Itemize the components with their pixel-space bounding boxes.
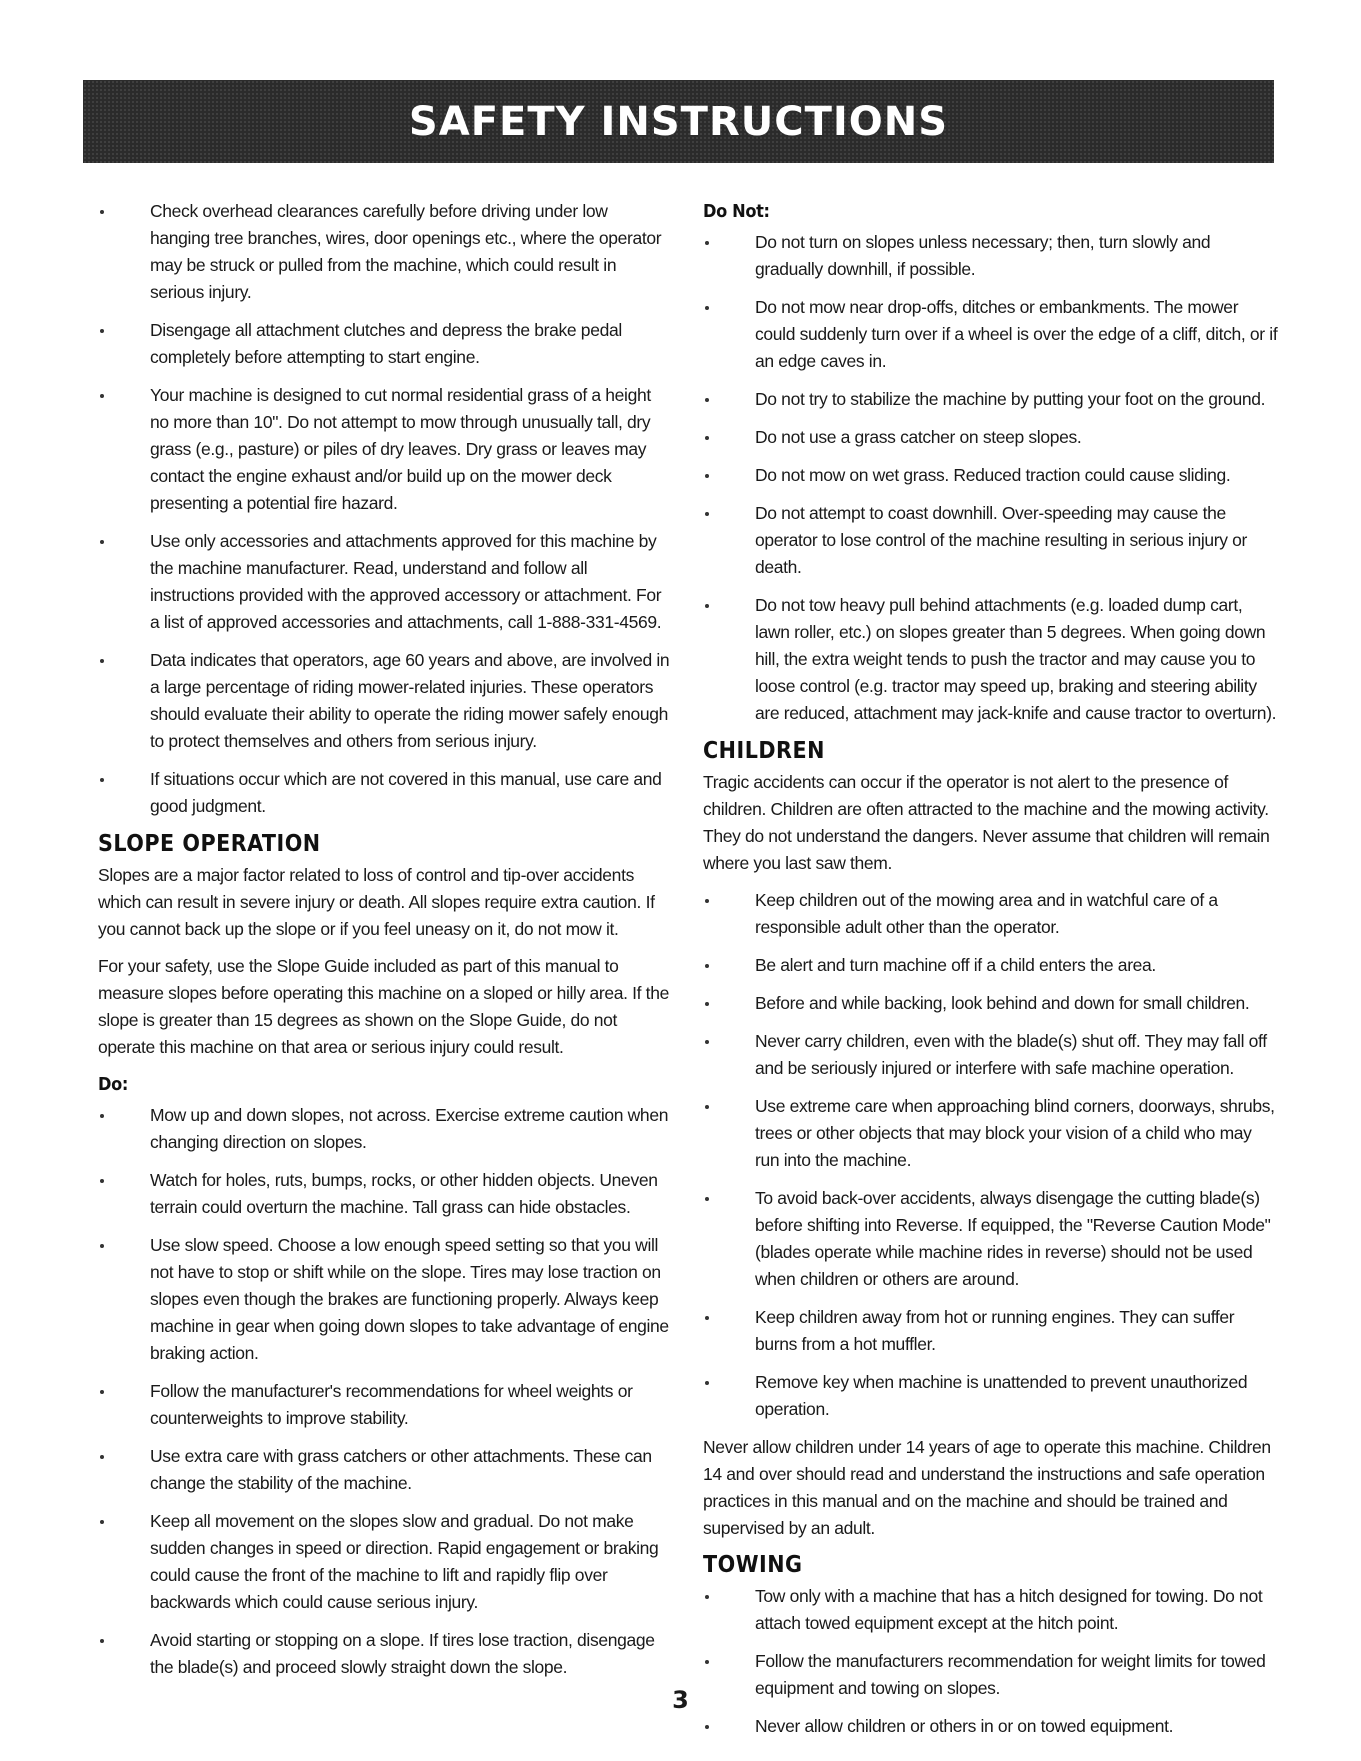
do-not-bullet-list	[703, 229, 1279, 727]
slope-operation-heading: SLOPE OPERATION	[98, 831, 321, 857]
bullet-icon	[705, 1595, 709, 1599]
left-column	[98, 198, 670, 1692]
list-item: Follow the manufacturer's recommendations for wheel weights or counterweights to improve stability.	[98, 1378, 670, 1432]
bullet-icon	[100, 1639, 104, 1643]
list-item: Avoid starting or stopping on a slope. If tires lose traction, disengage the blade(s) and proceed slowly straight down the slope.	[98, 1627, 670, 1681]
bullet-icon	[705, 306, 709, 310]
bullet-icon	[100, 540, 104, 544]
bullet-icon	[705, 241, 709, 245]
bullet-icon	[705, 899, 709, 903]
bullet-icon	[705, 604, 709, 608]
right-column	[703, 198, 1279, 1751]
slope-paragraph: Slopes are a major factor related to loss of control and tip-over accidents which can result in severe injury or death. All slopes require extra caution. If you cannot back up the slope or if you feel uneasy on it, do not mow it.	[98, 865, 655, 939]
list-item: To avoid back-over accidents, always disengage the cutting blade(s) before shifting into Reverse. If equipped, the "Reverse Caution Mode" (blades operate while machine rides in reverse) should not be used when children or others are around.	[703, 1185, 1279, 1293]
children-bullet-list	[703, 887, 1279, 1423]
towing-heading: TOWING	[703, 1552, 803, 1578]
list-item: Follow the manufacturers recommendation for weight limits for towed equipment and towing on slopes.	[703, 1648, 1279, 1702]
list-item: Disengage all attachment clutches and depress the brake pedal completely before attempting to start engine.	[98, 317, 670, 371]
bullet-icon	[100, 1114, 104, 1118]
bullet-icon	[705, 1197, 709, 1201]
children-heading: CHILDREN	[703, 738, 825, 764]
list-item: Keep all movement on the slopes slow and gradual. Do not make sudden changes in speed or direction. Rapid engagement or braking could cause the front of the machine to lift and rapidly flip over backwards which could cause serious injury.	[98, 1508, 670, 1616]
list-item: Check overhead clearances carefully before driving under low hanging tree branches, wires, door openings etc., where the operator may be struck or pulled from the machine, which could result in serious injury.	[98, 198, 670, 306]
intro-bullet-list	[98, 198, 670, 820]
list-item: Watch for holes, ruts, bumps, rocks, or other hidden objects. Uneven terrain could overturn the machine. Tall grass can hide obstacles.	[98, 1167, 670, 1221]
list-item: Tow only with a machine that has a hitch designed for towing. Do not attach towed equipment except at the hitch point.	[703, 1583, 1279, 1637]
list-item: Do not attempt to coast downhill. Over-speeding may cause the operator to lose control of the machine resulting in serious injury or death.	[703, 500, 1279, 581]
list-item: Data indicates that operators, age 60 years and above, are involved in a large percentage of riding mower-related injuries. These operators should evaluate their ability to operate the riding mower safely enough to protect themselves and others from serious injury.	[98, 647, 670, 755]
page-number: 3	[672, 1686, 689, 1714]
list-item: Keep children away from hot or running engines. They can suffer burns from a hot muffler.	[703, 1304, 1279, 1358]
bullet-icon	[100, 329, 104, 333]
bullet-icon	[705, 964, 709, 968]
bullet-icon	[705, 1002, 709, 1006]
bullet-icon	[705, 1660, 709, 1664]
page-title: SAFETY INSTRUCTIONS	[408, 98, 949, 145]
list-item: Do not tow heavy pull behind attachments (e.g. loaded dump cart, lawn roller, etc.) on slopes greater than 5 degrees. When going down hill, the extra weight tends to push the tractor and may cause you to loose control (e.g. tractor may speed up, braking and steering ability are reduced, attachment may jack-knife and cause tractor to overturn).	[703, 592, 1279, 727]
list-item: Use slow speed. Choose a low enough speed setting so that you will not have to stop or shift while on the slope. Tires may lose traction on slopes even though the brakes are functioning properly. Always keep machine in gear when going down slopes to take advantage of engine braking action.	[98, 1232, 670, 1367]
list-item: If situations occur which are not covered in this manual, use care and good judgment.	[98, 766, 670, 820]
list-item: Do not mow on wet grass. Reduced traction could cause sliding.	[703, 462, 1279, 489]
bullet-icon	[705, 474, 709, 478]
do-not-heading: Do Not:	[703, 201, 770, 222]
list-item: Be alert and turn machine off if a child enters the area.	[703, 952, 1279, 979]
title-banner	[83, 80, 1274, 163]
list-item: Keep children out of the mowing area and in watchful care of a responsible adult other than the operator.	[703, 887, 1279, 941]
bullet-icon	[100, 210, 104, 214]
list-item: Use only accessories and attachments approved for this machine by the machine manufacturer. Read, understand and follow all instructions provided with the approved accessory or attachment. For a list of approved accessories and attachments, call 1-888-331-4569.	[98, 528, 670, 636]
list-item: Never carry children, even with the blade(s) shut off. They may fall off and be seriously injured or interfere with safe machine operation.	[703, 1028, 1279, 1082]
children-outro: Never allow children under 14 years of age to operate this machine. Children 14 and over should read and understand the instructions and safe operation practices in this manual and on the machine and should be trained and supervised by an adult.	[703, 1437, 1271, 1538]
towing-bullet-list	[703, 1583, 1279, 1740]
do-bullet-list	[98, 1102, 670, 1681]
list-item: Do not use a grass catcher on steep slopes.	[703, 424, 1279, 451]
bullet-icon	[100, 778, 104, 782]
children-intro: Tragic accidents can occur if the operator is not alert to the presence of children. Children are often attracted to the machine and the mowing activity. They do not understand the dangers. Never assume that children will remain where you last saw them.	[703, 772, 1270, 873]
bullet-icon	[705, 436, 709, 440]
bullet-icon	[705, 1381, 709, 1385]
bullet-icon	[100, 1455, 104, 1459]
list-item: Do not mow near drop-offs, ditches or embankments. The mower could suddenly turn over if a wheel is over the edge of a cliff, ditch, or if an edge caves in.	[703, 294, 1279, 375]
list-item: Use extra care with grass catchers or other attachments. These can change the stability of the machine.	[98, 1443, 670, 1497]
list-item: Use extreme care when approaching blind corners, doorways, shrubs, trees or other objects that may block your vision of a child who may run into the machine.	[703, 1093, 1279, 1174]
bullet-icon	[100, 394, 104, 398]
list-item: Before and while backing, look behind and down for small children.	[703, 990, 1279, 1017]
bullet-icon	[705, 1040, 709, 1044]
bullet-icon	[705, 1316, 709, 1320]
list-item: Mow up and down slopes, not across. Exercise extreme caution when changing direction on slopes.	[98, 1102, 670, 1156]
bullet-icon	[100, 1520, 104, 1524]
list-item: Never allow children or others in or on towed equipment.	[703, 1713, 1279, 1740]
list-item: Do not turn on slopes unless necessary; then, turn slowly and gradually downhill, if possible.	[703, 229, 1279, 283]
bullet-icon	[705, 512, 709, 516]
bullet-icon	[100, 1390, 104, 1394]
bullet-icon	[705, 398, 709, 402]
list-item: Remove key when machine is unattended to prevent unauthorized operation.	[703, 1369, 1279, 1423]
list-item: Do not try to stabilize the machine by putting your foot on the ground.	[703, 386, 1279, 413]
bullet-icon	[100, 659, 104, 663]
do-heading: Do:	[98, 1074, 129, 1095]
bullet-icon	[705, 1105, 709, 1109]
slope-paragraph: For your safety, use the Slope Guide included as part of this manual to measure slopes before operating this machine on a sloped or hilly area. If the slope is greater than 15 degrees as shown on the Slope Guide, do not operate this machine on that area or serious injury could result.	[98, 956, 669, 1057]
list-item: Your machine is designed to cut normal residential grass of a height no more than 10". Do not attempt to mow through unusually tall, dry grass (e.g., pasture) or piles of dry leaves. Dry grass or leaves may contact the engine exhaust and/or build up on the mower deck presenting a potential fire hazard.	[98, 382, 670, 517]
bullet-icon	[100, 1244, 104, 1248]
bullet-icon	[100, 1179, 104, 1183]
bullet-icon	[705, 1725, 709, 1729]
